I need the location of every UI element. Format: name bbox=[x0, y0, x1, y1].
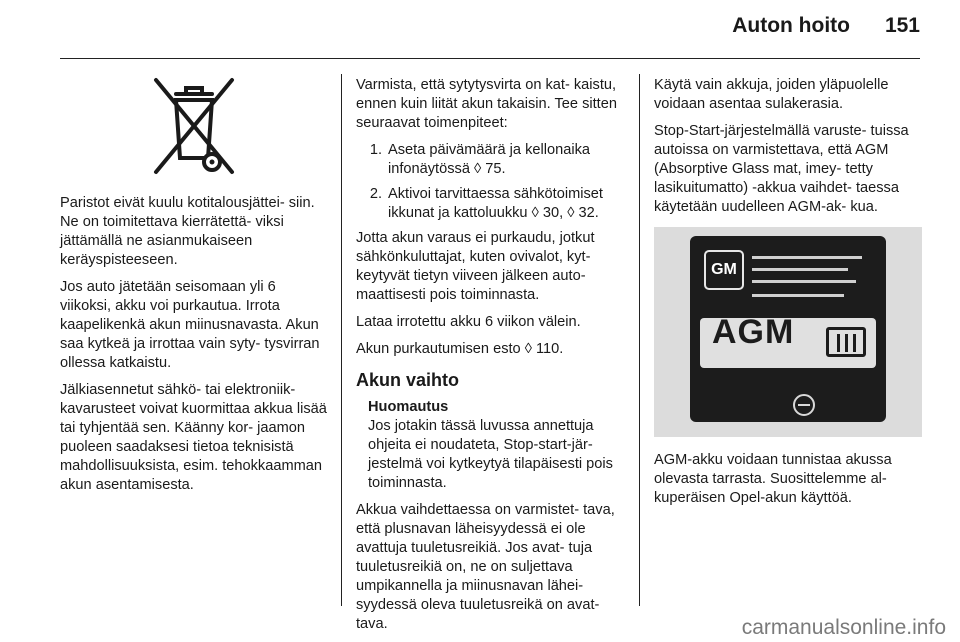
note-box bbox=[368, 398, 626, 493]
paragraph: Akkua vaihdettaessa on varmistet- tava, että plusnavan läheisyydessä ei ole avattuja tuuletusreikiä. Jos avat- tuja tuuletusreikiä on, ne on suljettava umpikannella ja miinusnavan lähei- syydessä oleva tuuletusreikä on avat- tava. bbox=[356, 502, 615, 632]
list-item bbox=[356, 185, 626, 223]
column-3 bbox=[654, 76, 922, 516]
paragraph: Paristot eivät kuulu kotitalousjättei- siin. Ne on toimitettava kierrätettä- viksi jättämällä ne asianmukaiseen keräyspisteeseen. bbox=[60, 195, 315, 268]
step-text: Aseta päivämäärä ja kellonaika infonäytössä ◊ 75. bbox=[388, 142, 590, 177]
battery-label-photo bbox=[654, 227, 922, 437]
minus-terminal-icon bbox=[793, 394, 815, 416]
section-heading: Akun vaihto bbox=[356, 370, 460, 390]
paragraph: Lataa irrotettu akku 6 viikon välein. bbox=[356, 314, 581, 330]
crossed-bin-icon bbox=[146, 76, 242, 176]
column-1 bbox=[60, 76, 328, 503]
paragraph: Stop-Start-järjestelmällä varuste- tuissa autoissa on varmistettava, että AGM (Absorptive Glass mat, imey- tetty lasikuitumatto) -akkua vaihdet- taessa käytetään uudelleen AGM-ak- kua. bbox=[654, 123, 909, 215]
agm-panel bbox=[700, 313, 876, 368]
label-text-line bbox=[752, 294, 844, 297]
note-text: Jos jotakin tässä luvussa annettuja ohjeita ei noudateta, Stop-start-jär- jestelmä voi kytkeytyä tilapäisesti pois toiminnasta. bbox=[368, 418, 613, 491]
paragraph: Käytä vain akkuja, joiden yläpuolelle voidaan asentaa sulakerasia. bbox=[654, 77, 889, 112]
agm-text: AGM bbox=[712, 313, 795, 351]
column-divider-1 bbox=[341, 74, 342, 606]
gm-logo: GM bbox=[704, 250, 744, 290]
page-number: 151 bbox=[884, 14, 920, 37]
watermark: carmanualsonline.info bbox=[741, 616, 946, 639]
column-2 bbox=[356, 76, 626, 642]
paragraph: Jotta akun varaus ei purkaudu, jotkut sähkönkuluttajat, kuten ovivalot, kyt- keytyvät tietyn viiveen jälkeen auto- maattisesti pois toiminnasta. bbox=[356, 230, 595, 303]
header-divider bbox=[60, 58, 920, 59]
note-title: Huomautus bbox=[368, 399, 449, 415]
label-text-line bbox=[752, 256, 862, 259]
step-number: 1. bbox=[369, 142, 382, 158]
manual-book-icon bbox=[826, 327, 866, 357]
paragraph: Varmista, että sytytysvirta on kat- kaistu, ennen kuin liität akun takaisin. Tee sitten seuraavat toimenpiteet: bbox=[356, 77, 617, 131]
column-divider-2 bbox=[639, 74, 640, 606]
paragraph: Jälkiasennetut sähkö- tai elektroniik- kavarusteet voivat kuormittaa akkua lisää tai tyhjentää sen. Käänny kor- jaamon puoleen saadaksesi tietoa teknisistä mahdollisuuksista, esim. tehokkaamman akun asentamisesta. bbox=[60, 382, 327, 493]
step-text: Aktivoi tarvittaessa sähkötoimiset ikkunat ja kattoluukku ◊ 30, ◊ 32. bbox=[388, 186, 603, 221]
label-text-line bbox=[752, 280, 856, 283]
paragraph: Jos auto jätetään seisomaan yli 6 viikoksi, akku voi purkautua. Irrota kaapelikenkä akun miinusnavasta. Akun saa kytkeä ja irrottaa vain syty- tysvirran ollessa katkaistu. bbox=[60, 279, 320, 371]
paragraph: Akun purkautumisen esto ◊ 110. bbox=[356, 341, 564, 357]
header-title: Auton hoito bbox=[732, 14, 850, 37]
label-text-line bbox=[752, 268, 848, 271]
list-item bbox=[356, 141, 626, 179]
paragraph: AGM-akku voidaan tunnistaa akussa olevasta tarrasta. Suosittelemme al- kuperäisen Opel-akun käyttöä. bbox=[654, 452, 892, 506]
step-number: 2. bbox=[369, 186, 382, 202]
agm-battery-label bbox=[690, 236, 886, 422]
steps-list bbox=[356, 141, 626, 223]
